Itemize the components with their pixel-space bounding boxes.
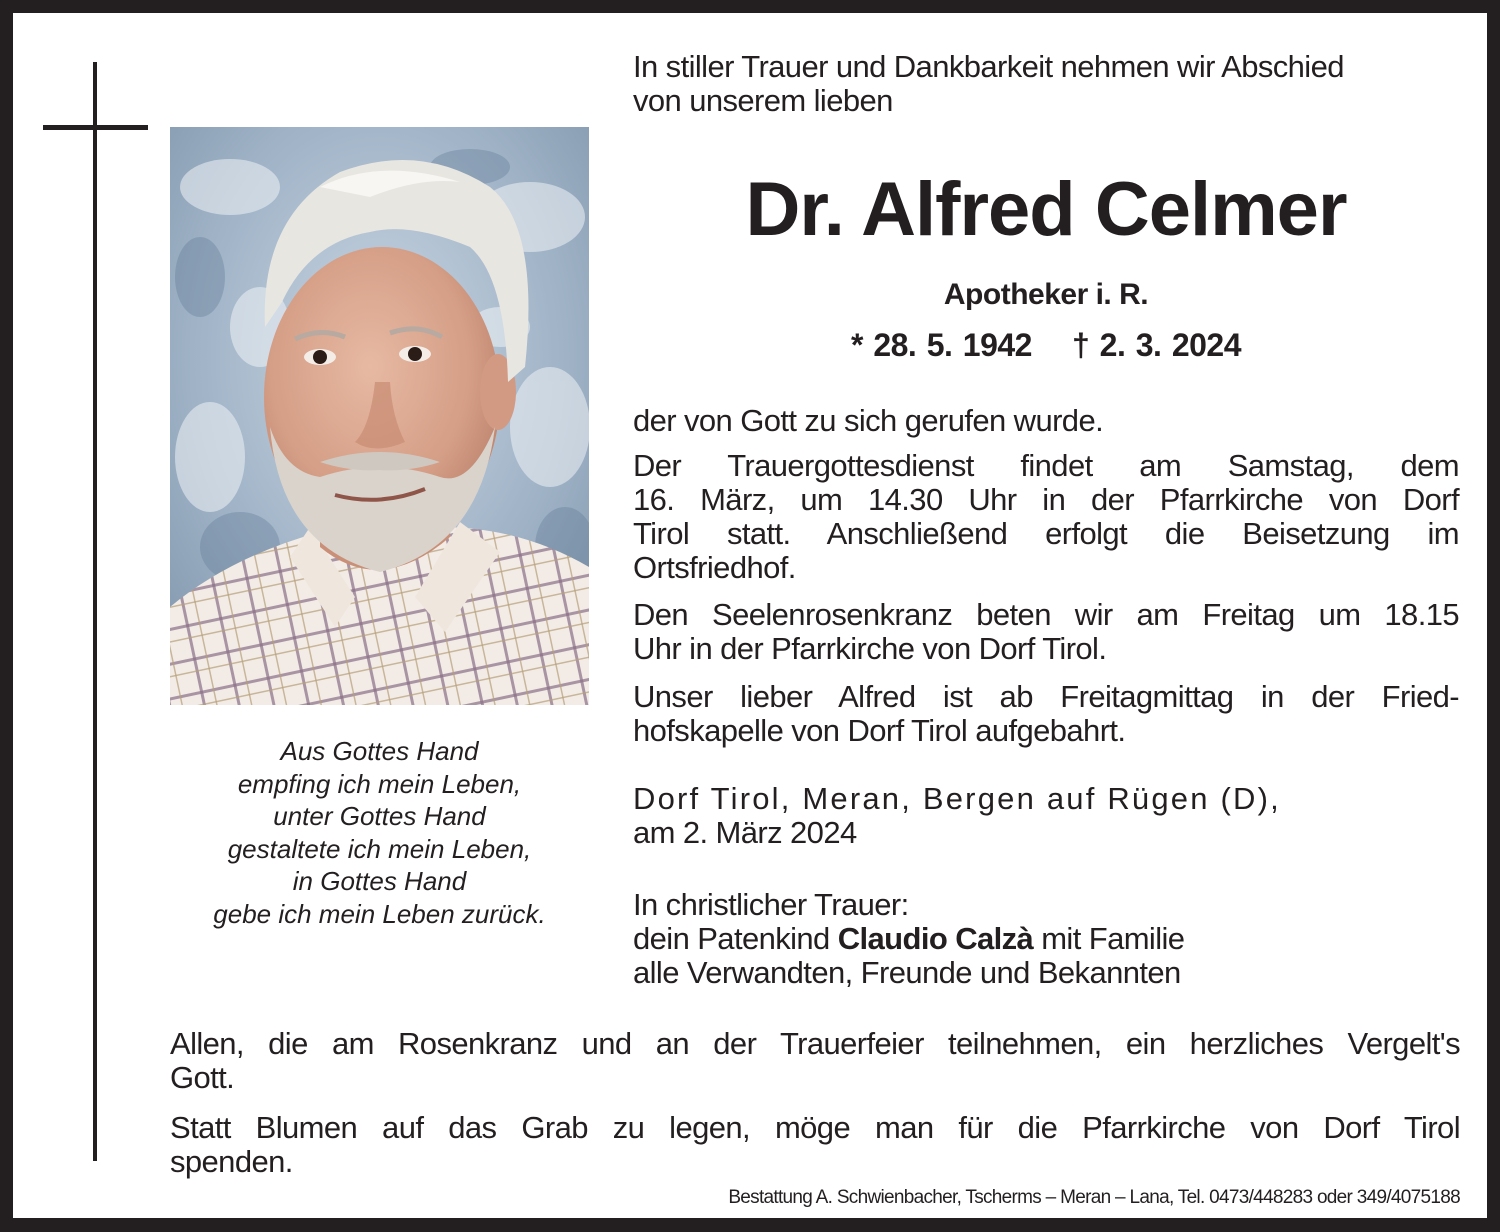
date-text: am 2. März 2024 (633, 815, 857, 850)
mourners-block (633, 888, 1459, 990)
deceased-name: Dr. Alfred Celmer (745, 167, 1347, 252)
poem-line: gebe ich mein Leben zurück. (213, 898, 546, 929)
donation-line: Statt Blumen auf das Grab zu legen, möge man für die Pfarrkirche von Dorf Tirol (170, 1110, 1460, 1145)
portrait-photo (170, 127, 589, 705)
undertaker-footer: Bestattung A. Schwienbacher, Tscherms – Meran – Lana, Tel. 0473/448283 oder 349/4075188 (728, 1187, 1460, 1208)
memorial-poem (170, 735, 589, 931)
intro-line: In stiller Trauer und Dankbarkeit nehmen wir Abschied (633, 49, 1344, 84)
donation-text (170, 1111, 1460, 1179)
mourners-line-godchild (633, 922, 1459, 956)
thanks-text (170, 1027, 1460, 1095)
cross-icon-horizontal-beam (43, 125, 148, 130)
rosary-line: Uhr in der Pfarrkirche von Dorf Tirol. (633, 631, 1107, 666)
service-line: Tirol statt. Anschließend erfolgt die Beisetzung im (633, 516, 1459, 551)
rosary-line: Den Seelenrosenkranz beten wir am Freitag um 18.15 (633, 597, 1459, 632)
deceased-title: Apotheker i. R. (943, 278, 1149, 311)
service-line: Ortsfriedhof. (633, 550, 796, 585)
birth-date: * 28. 5. 1942 (850, 327, 1032, 363)
poem-line: in Gottes Hand (292, 866, 467, 897)
laid-out-text (633, 680, 1459, 748)
funeral-service-text (633, 449, 1459, 585)
poem-line: empfing ich mein Leben, (237, 768, 522, 799)
godchild-name: Claudio Calzà (837, 921, 1034, 956)
rosary-text (633, 598, 1459, 666)
mourners-heading: In christlicher Trauer: (633, 887, 909, 922)
poem-line: gestaltete ich mein Leben, (227, 833, 532, 864)
mourners-line-relatives: alle Verwandten, Freunde und Bekannten (633, 955, 1181, 990)
cross-icon-vertical-beam (93, 62, 97, 1161)
place-text: Dorf Tirol, Meran, Bergen auf Rügen (D), (633, 781, 1281, 816)
mourners-suffix: mit Familie (1033, 921, 1185, 956)
laid-out-line: Unser lieber Alfred ist ab Freitagmittag in der Fried- (633, 679, 1459, 714)
called-by-god-text: der von Gott zu sich gerufen wurde. (633, 403, 1104, 438)
service-line: 16. März, um 14.30 Uhr in der Pfarrkirche von Dorf (633, 482, 1459, 517)
life-dates (613, 323, 1479, 367)
portrait-photo-icon (170, 127, 589, 705)
poem-line: Aus Gottes Hand (280, 736, 479, 766)
poem-line: unter Gottes Hand (273, 801, 486, 832)
thanks-line: Gott. (170, 1060, 235, 1095)
thanks-line: Allen, die am Rosenkranz und an der Trauerfeier teilnehmen, ein herzliches Vergelt's (170, 1026, 1460, 1061)
intro-line: von unserem lieben (633, 83, 893, 118)
obituary-notice (13, 13, 1487, 1218)
intro-text (633, 50, 1459, 118)
laid-out-line: hofskapelle von Dorf Tirol aufgebahrt. (633, 713, 1126, 748)
death-date: † 2. 3. 2024 (1071, 327, 1241, 363)
service-line: Der Trauergottesdienst findet am Samstag, dem (633, 448, 1459, 483)
donation-line: spenden. (170, 1144, 293, 1179)
mourners-prefix: dein Patenkind (633, 921, 838, 956)
